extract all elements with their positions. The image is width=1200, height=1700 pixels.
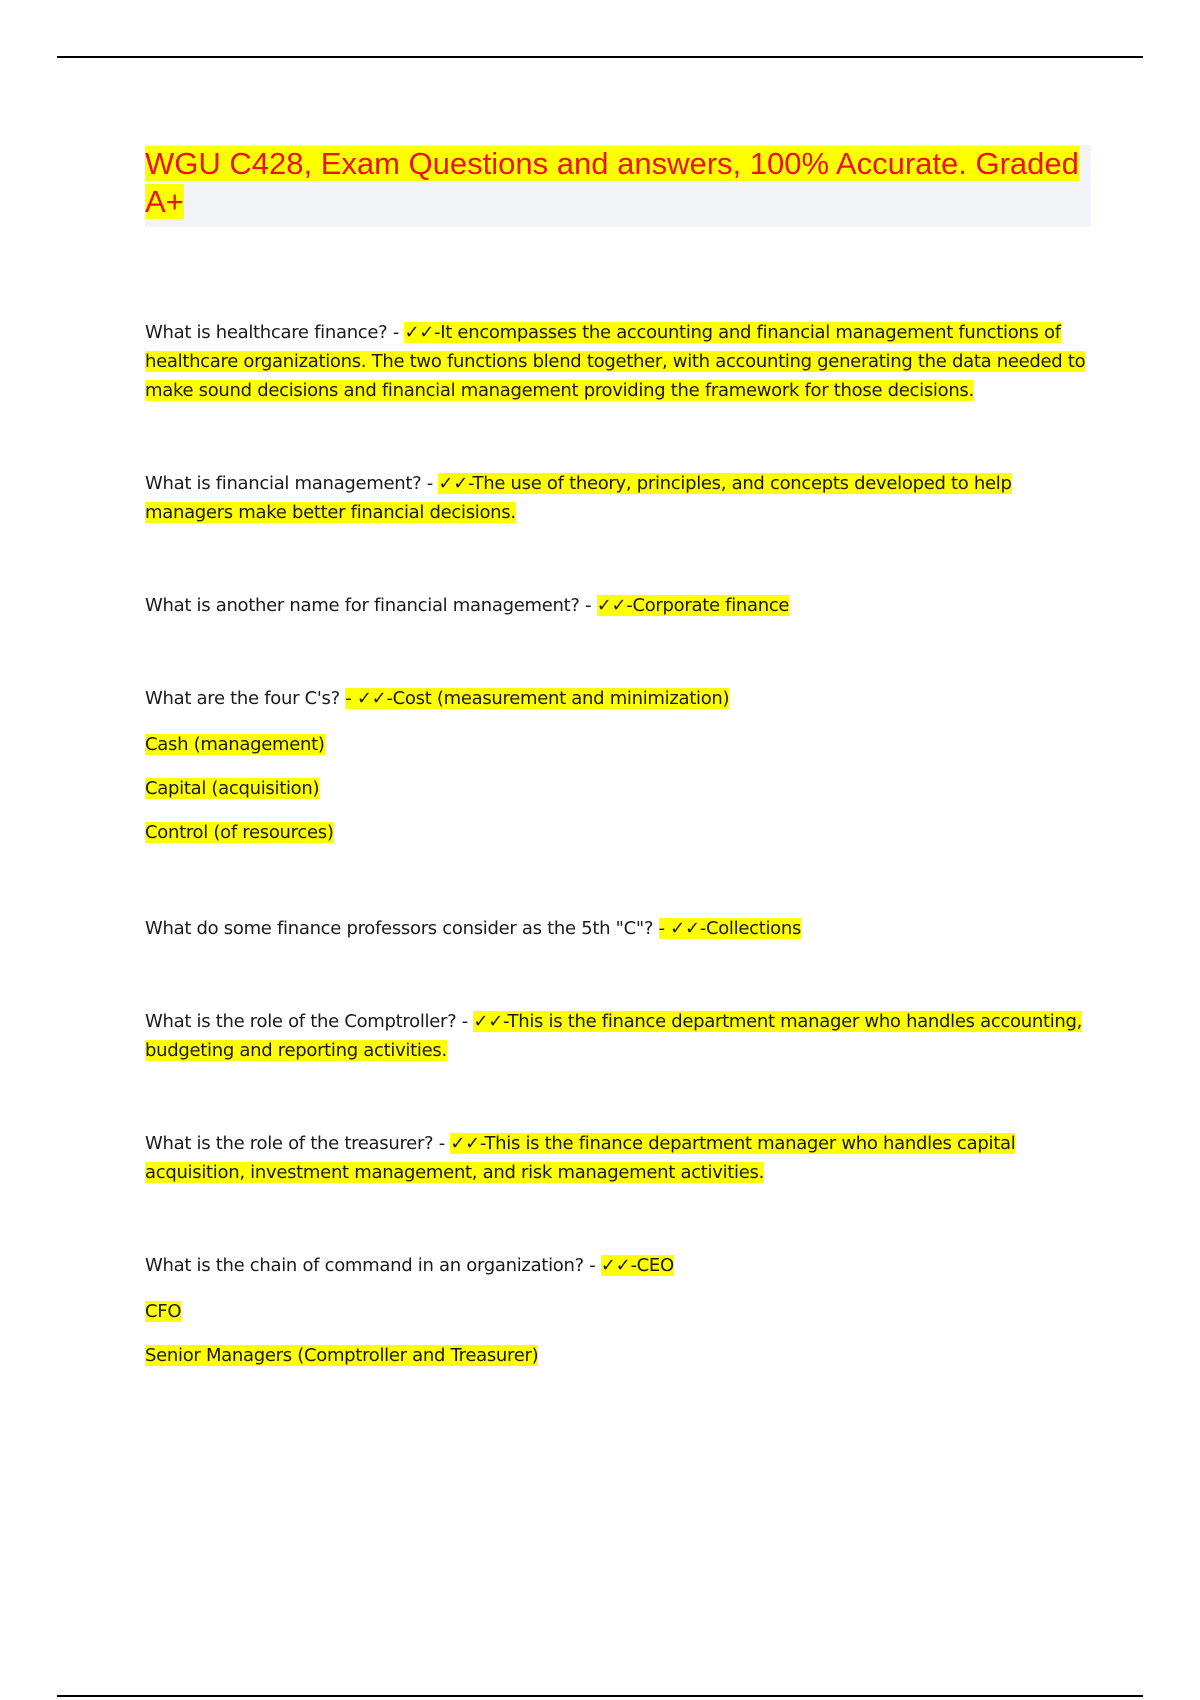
- top-rule: [57, 56, 1143, 58]
- qa-item: [145, 1251, 1095, 1280]
- question-text: What are the four C's?: [145, 688, 346, 709]
- qa-list: [145, 318, 1095, 1370]
- answer-text: ✓✓-This is the finance department manager who handles accounting, budgeting and reporting activities.: [145, 1011, 1083, 1061]
- answer-text: - ✓✓-Cost (measurement and minimization): [345, 688, 730, 709]
- title-box: [145, 145, 1091, 227]
- answer-continuation: Capital (acquisition): [145, 778, 320, 799]
- answer-continuation: Senior Managers (Comptroller and Treasurer): [145, 1345, 539, 1366]
- qa-item: [145, 318, 1095, 405]
- question-text: What is the role of the treasurer? -: [145, 1133, 451, 1154]
- qa-item: [145, 591, 1095, 620]
- qa-item: [145, 1129, 1095, 1187]
- answer-text: ✓✓-Corporate finance: [596, 595, 790, 616]
- qa-item: [145, 469, 1095, 527]
- answer-continuation: Control (of resources): [145, 822, 334, 843]
- answer-text: - ✓✓-Collections: [658, 918, 802, 939]
- document-title: WGU C428, Exam Questions and answers, 100% Accurate. Graded A+: [145, 146, 1079, 219]
- bottom-rule: [57, 1695, 1143, 1697]
- answer-continuation: Cash (management): [145, 734, 325, 755]
- qa-item: [145, 684, 1095, 713]
- answer-text: ✓✓-CEO: [600, 1255, 674, 1276]
- question-text: What is another name for financial management? -: [145, 595, 597, 616]
- answer-continuation: CFO: [145, 1301, 182, 1322]
- question-text: What is healthcare finance? -: [145, 322, 405, 343]
- answer-text: ✓✓-It encompasses the accounting and financial management functions of healthcare organizations. The two functions blend together, with accounting generating the data needed to make sound decisions and financial management providing the framework for those decisions.: [145, 322, 1086, 401]
- question-text: What do some finance professors consider as the 5th "C"?: [145, 918, 659, 939]
- qa-item: [145, 914, 1095, 943]
- question-text: What is the role of the Comptroller? -: [145, 1011, 474, 1032]
- question-text: What is the chain of command in an organization? -: [145, 1255, 601, 1276]
- answer-text: ✓✓-The use of theory, principles, and concepts developed to help managers make better financial decisions.: [145, 473, 1012, 523]
- answer-text: ✓✓-This is the finance department manager who handles capital acquisition, investment management, and risk management activities.: [145, 1133, 1016, 1183]
- qa-item: [145, 1007, 1095, 1065]
- question-text: What is financial management? -: [145, 473, 439, 494]
